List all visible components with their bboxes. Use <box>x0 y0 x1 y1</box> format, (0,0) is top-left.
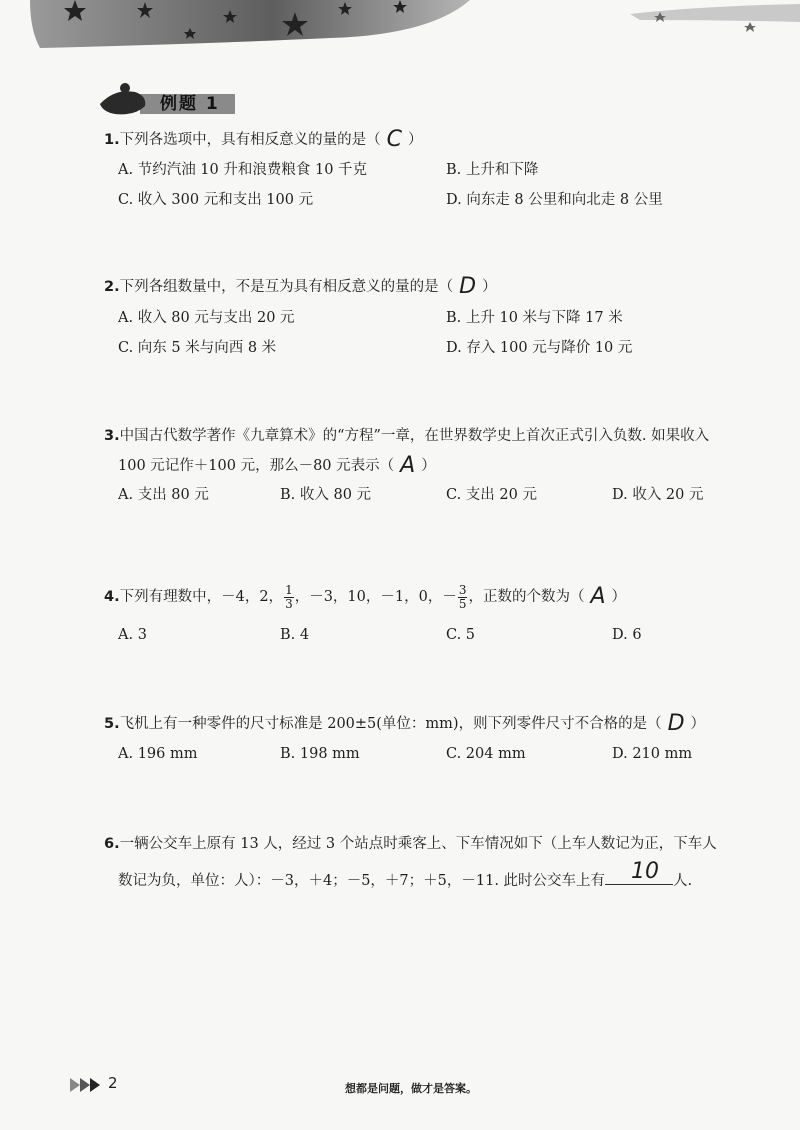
question-5-stem: 5.飞机上有一种零件的尺寸标准是 200±5(单位：mm)，则下列零件尺寸不合格的是（ D ） <box>104 711 706 736</box>
option-c: C. 支出 20 元 <box>446 487 537 503</box>
answer-blank <box>605 859 673 885</box>
option-c: C. 204 mm <box>446 746 526 762</box>
handwritten-answer: D <box>667 711 685 736</box>
option-d: D. 向东走 8 公里和向北走 8 公里 <box>446 192 663 208</box>
handwritten-answer: D <box>459 274 477 299</box>
question-1-stem: 1.下列各选项中，具有相反意义的量的是（ C ） <box>104 127 423 152</box>
fraction-three-fifths: $\frac{3}{5}$ <box>458 582 467 611</box>
option-a: A. 3 <box>118 627 147 643</box>
option-b: B. 4 <box>280 627 310 643</box>
option-c: C. 收入 300 元和支出 100 元 <box>118 192 314 208</box>
option-a: A. 支出 80 元 <box>118 487 209 503</box>
handwritten-answer: C <box>386 127 402 152</box>
option-b: B. 收入 80 元 <box>280 487 372 503</box>
question-6-stem-line2: 数记为负，单位：人）：－3，＋4；－5，＋7；＋5，－11. 此时公交车上有 10 人. <box>118 859 693 889</box>
footer-motto: 想都是问题，做才是答案。 <box>345 1082 477 1095</box>
question-2-stem: 2.下列各组数量中，不是互为具有相反意义的量的是（ D ） <box>104 274 497 299</box>
handwritten-answer: 10 <box>631 859 660 884</box>
option-b: B. 上升 10 米与下降 17 米 <box>446 310 623 326</box>
fraction-one-third: $\frac{1}{3}$ <box>285 582 293 611</box>
option-d: D. 存入 100 元与降价 10 元 <box>446 340 633 356</box>
option-d: D. 收入 20 元 <box>612 487 704 503</box>
handwritten-answer: A <box>400 453 416 478</box>
option-d: D. 6 <box>612 627 642 643</box>
option-b: B. 上升和下降 <box>446 162 539 178</box>
option-d: D. 210 mm <box>612 746 693 762</box>
option-c: C. 向东 5 米与向西 8 米 <box>118 340 277 356</box>
option-a: A. 收入 80 元与支出 20 元 <box>118 310 295 326</box>
example-tag-label: 例题 1 <box>160 94 220 114</box>
option-a: A. 196 mm <box>118 746 198 762</box>
option-a: A. 节约汽油 10 升和浪费粮食 10 千克 <box>118 162 368 178</box>
question-3-stem-line1: 3.中国古代数学著作《九章算术》的“方程”一章，在世界数学史上首次正式引入负数. 如果收入 <box>104 428 710 444</box>
question-3-stem-line2: 100 元记作＋100 元，那么－80 元表示（ A ） <box>118 453 436 478</box>
option-c: C. 5 <box>446 627 476 643</box>
option-b: B. 198 mm <box>280 746 360 762</box>
handwritten-answer: A <box>590 584 606 609</box>
double-arrow-icon <box>70 1078 102 1092</box>
question-4-stem: 4.下列有理数中，－4，2， $\frac{1}{3}$ ，－3，10，－1，0，－ $\frac{3}{5}$ ，正数的个数为（ A ） <box>104 582 627 611</box>
header-banner <box>0 0 800 60</box>
page-number: 2 <box>108 1074 118 1092</box>
question-6-stem-line1: 6.一辆公交车上原有 13 人，经过 3 个站点时乘客上、下车情况如下（上车人数记为正，下车人 <box>104 836 717 852</box>
